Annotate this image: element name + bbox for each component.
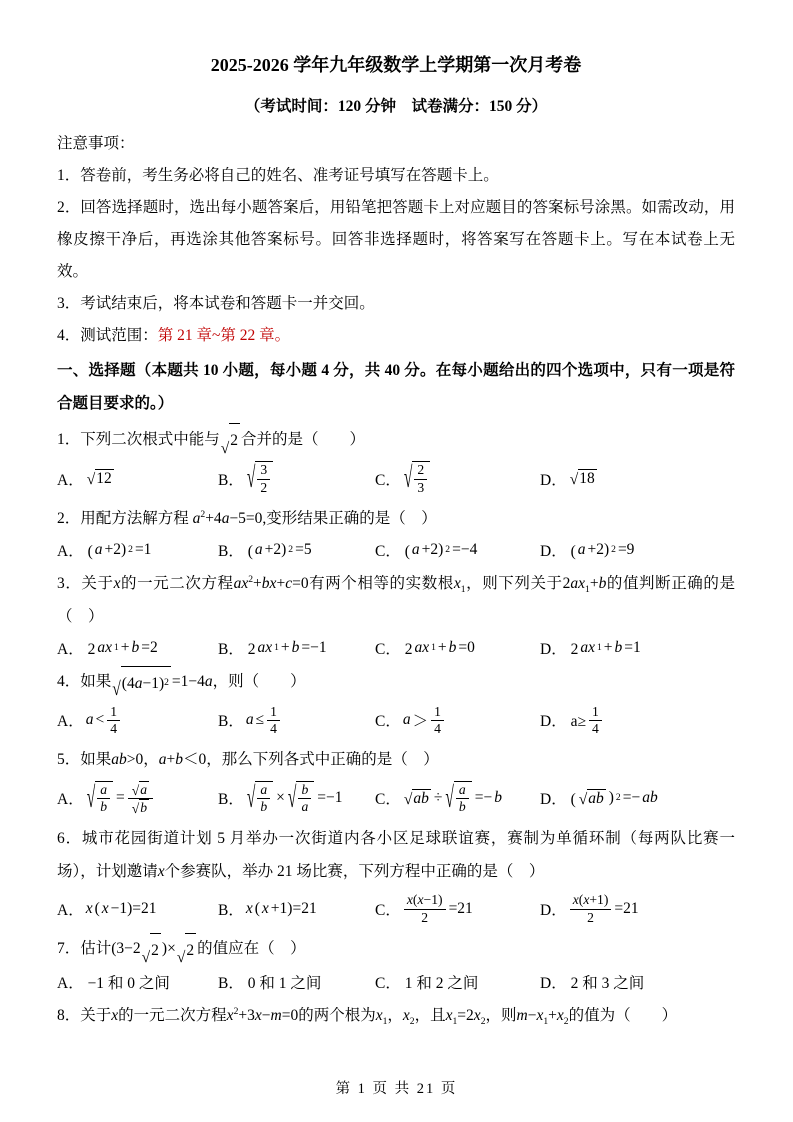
question-5-option-c: C． √ ab ÷ √ $\frac{a}{b}$ =− b [375, 782, 502, 816]
question-8-stem: 8．关于x的一元二次方程$x^2+3x-m=0$的两个根为$x_1$，$x_2$，且$x_1=2x_2$，则$m-x_1+x_2$的值为（ ） [57, 1005, 678, 1027]
notice-item-2: 2．回答选择题时，选出每小题答案后，用铅笔把答题卡上对应题目的答案标号涂黑。如需改动，用橡皮擦干净后，再选涂其他答案标号。回答非选择题时，将答案写在答题卡上。写在本试卷上无效。 [57, 199, 735, 280]
notice-item-3: 3．考试结束后，将本试卷和答题卡一并交回。 [57, 295, 375, 312]
notice-item-4 [57, 320, 735, 352]
exam-subtitle: （考试时间：120 分钟 试卷满分：150 分） [244, 98, 548, 115]
question-1-option-b: B． √ $\frac{3}{2}$ [218, 461, 375, 496]
question-5-option-a: A． √ $\frac{a}{b}$ = √ a √ b [57, 780, 218, 816]
question-3 [57, 567, 735, 659]
exam-title: 2025-2026 学年九年级数学上学期第一次月考卷 [210, 55, 582, 75]
question-2-option-d: D． ( a +2) 2 =9 [540, 541, 635, 561]
question-5 [57, 743, 735, 816]
question-4-option-c: C． a ＞ $\frac{1}{4}$ [375, 704, 540, 738]
question-4-stem: 4．如果 √ (4 a −1) 2 =1−4a，则（ ） [57, 665, 735, 699]
question-2-stem: 2．用配方法解方程 $a^2+4a-5=0$,变形结果正确的是（ ） [57, 509, 437, 528]
notice-item-4-prefix: 4．测试范围： [57, 327, 158, 344]
question-3-option-d: D． 2 ax 1 + b =1 [540, 639, 641, 659]
question-1-option-d: D． √ 18 [540, 470, 595, 489]
question-3-option-a: A． 2 ax 1 + b =2 [57, 639, 158, 659]
question-2-options [57, 539, 735, 561]
question-5-option-d: D． ( √ ab ) 2 =− ab [540, 789, 658, 809]
question-7-options [57, 971, 735, 993]
question-4-option-b: B． a ≤ $\frac{1}{4}$ [218, 704, 375, 738]
question-2 [57, 502, 735, 561]
question-5-stem: 5．如果ab>0，a+b＜0，那么下列各式中正确的是（ ） [57, 751, 439, 769]
question-6-option-b: B． x ( x +1)=21 [218, 900, 317, 920]
question-2-option-b: B． ( a +2) 2 =5 [218, 541, 312, 561]
question-1-option-a: A． √ 12 [57, 470, 112, 489]
notice-item-4-test-range: 第 21 章~第 22 章。 [157, 327, 291, 344]
question-6-option-c: C． $\frac{x(x-1)}{2}$ =21 [375, 892, 473, 925]
question-5-option-b: B． √ $\frac{a}{b}$ × √ $\frac{b}{a}$ =−1 [218, 782, 343, 816]
question-3-options [57, 637, 735, 659]
question-8 [57, 999, 735, 1032]
question-1 [57, 423, 735, 496]
question-4 [57, 665, 735, 737]
question-2-option-c: C． ( a +2) 2 =−4 [375, 541, 478, 561]
question-3-stem: 3．关于x的一元二次方程$ax^2+bx+c=0$有两个相等的实数根$x_1$，则下列关于$2ax_1+b$的值判断正确的是（ ） [57, 574, 735, 626]
question-4-option-d: D． a≥ $\frac{1}{4}$ [540, 704, 735, 738]
question-4-option-a: A． a < $\frac{1}{4}$ [57, 704, 218, 738]
notice-section [57, 128, 735, 352]
question-6-option-a: A． x ( x −1)=21 [57, 900, 157, 920]
question-7-option-a: A． −1 和 0 之间 [57, 974, 170, 992]
question-7-option-d: D． 2 和 3 之间 [540, 974, 645, 992]
notice-heading: 注意事项： [57, 135, 135, 152]
question-4-options [57, 704, 735, 738]
question-7-option-b: B． 0 和 1 之间 [218, 974, 322, 992]
question-6 [57, 822, 735, 926]
question-2-option-a: A． ( a +2) 2 =1 [57, 541, 152, 561]
question-6-option-d: D． $\frac{x(x+1)}{2}$ =21 [540, 892, 639, 925]
question-1-options [57, 461, 735, 496]
question-6-options [57, 892, 735, 926]
question-3-option-b: B． 2 ax 1 + b =−1 [218, 639, 327, 659]
page-footer: 第 1 页 共 21 页 [335, 1081, 458, 1097]
question-3-option-c: C． 2 ax 1 + b =0 [375, 639, 475, 659]
question-1-stem: 1．下列二次根式中能与 √ 2 合并的是（ ） [57, 423, 735, 457]
question-7 [57, 932, 735, 992]
notice-item-1: 1．答卷前，考生务必将自己的姓名、准考证号填写在答题卡上。 [57, 167, 499, 184]
question-5-options [57, 780, 735, 816]
question-6-stem: 6．城市花园街道计划 5 月举办一次街道内各小区足球联谊赛，赛制为单循环制（每两队比赛一场），计划邀请x个参赛队，举办 21 场比赛，下列方程中正确的是（ ） [57, 830, 735, 881]
section-1-heading: 一、选择题（本题共 10 小题，每小题 4 分，共 40 分。在每小题给出的四个选项中，只有一项是符合题目要求的。） [57, 362, 735, 412]
question-1-option-c: C． √ $\frac{2}{3}$ [375, 461, 540, 496]
question-7-option-c: C． 1 和 2 之间 [375, 974, 479, 992]
question-7-stem: 7．估计(3−2 √ 2 )× √ 2 的值应在（ ） [57, 932, 735, 966]
